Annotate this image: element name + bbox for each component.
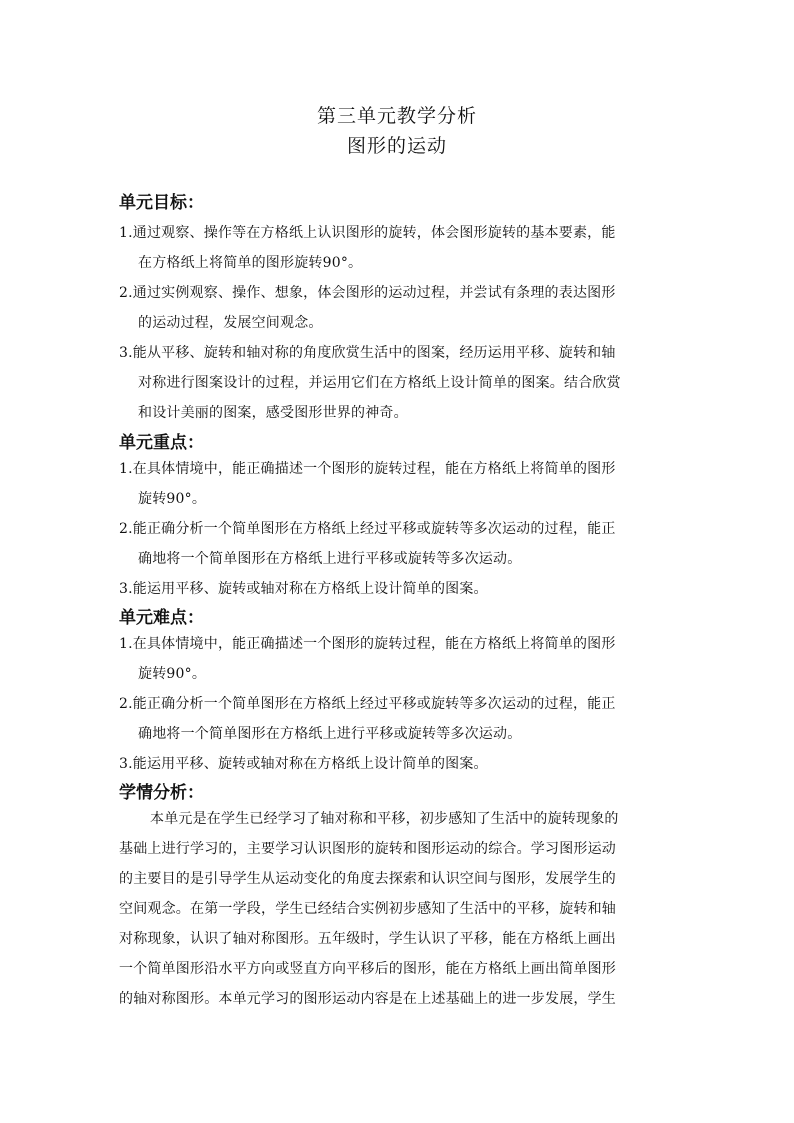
difficulty-3-line-1: 3.能运用平移、旋转或轴对称在方格纸上设计简单的图案。 xyxy=(119,756,488,772)
goal-3-line-1: 3.能从平移、旋转和轴对称的角度欣赏生活中的图案，经历运用平移、旋转和轴 xyxy=(119,345,616,361)
goal-3-line-3: 和设计美丽的图案，感受图形世界的神奇。 xyxy=(138,405,408,421)
analysis-line-7: 的轴对称图形。本单元学习的图形运动内容是在上述基础上的进一步发展，学生 xyxy=(119,991,616,1007)
difficulty-2-line-1: 2.能正确分析一个简单图形在方格纸上经过平移或旋转等多次运动的过程，能正 xyxy=(119,696,616,712)
goal-1-line-1: 1.通过观察、操作等在方格纸上认识图形的旋转，体会图形旋转的基本要素，能 xyxy=(119,225,616,241)
analysis-line-5: 对称现象，认识了轴对称图形。五年级时，学生认识了平移，能在方格纸上画出 xyxy=(119,931,616,947)
analysis-line-4: 空间观念。在第一学段，学生已经结合实例初步感知了生活中的平移，旋转和轴 xyxy=(119,901,616,917)
goal-2-line-2: 的运动过程，发展空间观念。 xyxy=(138,315,323,331)
key-points-heading: 单元重点： xyxy=(119,433,204,453)
goals-heading: 单元目标： xyxy=(119,193,204,213)
goal-3-line-2: 对称进行图案设计的过程，并运用它们在方格纸上设计简单的图案。结合欣赏 xyxy=(138,375,621,391)
difficulties-heading: 单元难点： xyxy=(119,608,204,628)
key-point-2-line-2: 确地将一个简单图形在方格纸上进行平移或旋转等多次运动。 xyxy=(138,551,522,567)
goal-2-line-1: 2.通过实例观察、操作、想象，体会图形的运动过程，并尝试有条理的表达图形 xyxy=(119,285,616,301)
page-title: 第三单元教学分析 xyxy=(316,105,477,127)
key-point-1-line-1: 1.在具体情境中，能正确描述一个图形的旋转过程，能在方格纸上将简单的图形 xyxy=(119,461,616,477)
analysis-line-3: 的主要目的是引导学生从运动变化的角度去探索和认识空间与图形，发展学生的 xyxy=(119,871,616,887)
difficulty-1-line-1: 1.在具体情境中，能正确描述一个图形的旋转过程，能在方格纸上将简单的图形 xyxy=(119,636,616,652)
goal-1-line-2: 在方格纸上将简单的图形旋转90°。 xyxy=(138,255,363,271)
key-point-2-line-1: 2.能正确分析一个简单图形在方格纸上经过平移或旋转等多次运动的过程，能正 xyxy=(119,521,616,537)
analysis-line-2: 基础上进行学习的，主要学习认识图形的旋转和图形运动的综合。学习图形运动 xyxy=(119,841,616,857)
key-point-1-line-2: 旋转90°。 xyxy=(138,491,207,507)
key-point-3-line-1: 3.能运用平移、旋转或轴对称在方格纸上设计简单的图案。 xyxy=(119,581,488,597)
page-subtitle: 图形的运动 xyxy=(346,135,447,157)
analysis-heading: 学情分析： xyxy=(119,783,204,803)
difficulty-2-line-2: 确地将一个简单图形在方格纸上进行平移或旋转等多次运动。 xyxy=(138,726,522,742)
analysis-line-6: 一个简单图形沿水平方向或竖直方向平移后的图形，能在方格纸上画出简单图形 xyxy=(119,961,616,977)
difficulty-1-line-2: 旋转90°。 xyxy=(138,666,207,682)
analysis-line-1: 本单元是在学生已经学习了轴对称和平移，初步感知了生活中的旋转现象的 xyxy=(150,811,619,827)
